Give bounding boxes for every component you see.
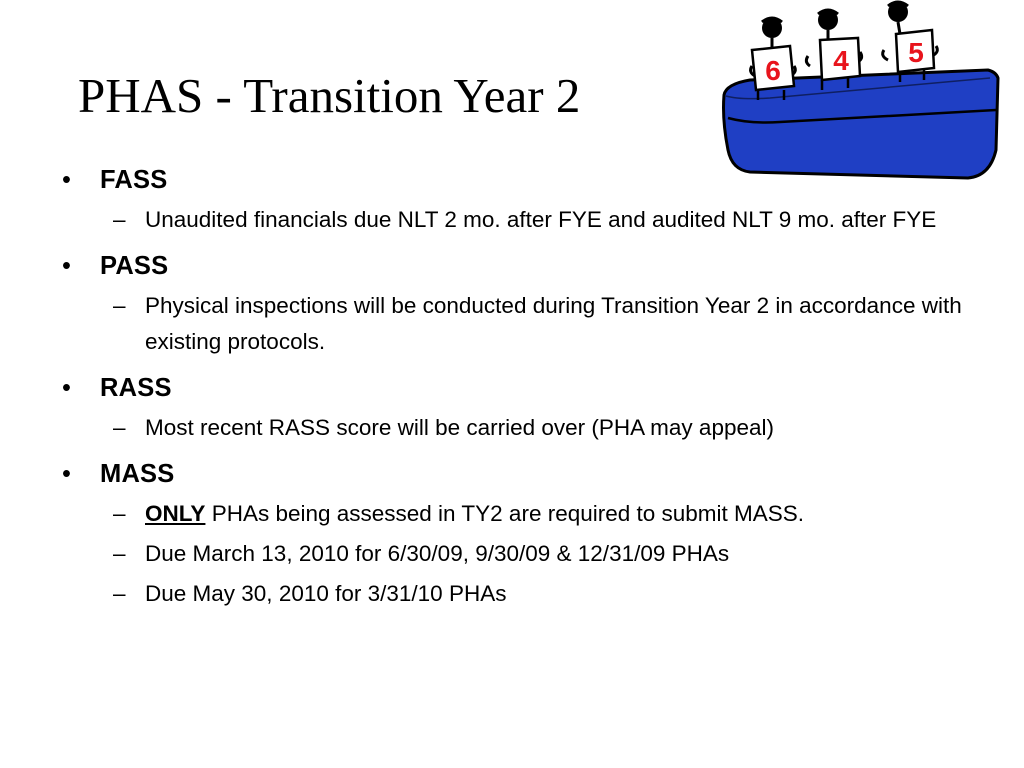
detail-text: Due March 13, 2010 for 6/30/09, 9/30/09 & 12/31/09 PHAs xyxy=(145,541,730,566)
detail-item xyxy=(60,288,980,360)
judge-1 xyxy=(751,18,796,100)
topic-item xyxy=(60,248,980,284)
topic-item xyxy=(60,370,980,406)
detail-item xyxy=(60,536,980,572)
bullet-icon: • xyxy=(62,166,71,194)
topic-label: RASS xyxy=(100,374,172,402)
judges-scorecards-icon xyxy=(710,0,1010,185)
dash-icon: – xyxy=(113,541,126,566)
detail-item xyxy=(60,576,980,612)
detail-text: Physical inspections will be conducted during Transition Year 2 in accordance with existing protocols. xyxy=(145,293,962,354)
emphasis-text: ONLY xyxy=(145,501,206,526)
scorecard-3: 5 xyxy=(908,37,924,68)
dash-icon: – xyxy=(113,207,126,232)
detail-item xyxy=(60,202,980,238)
dash-icon: – xyxy=(113,581,126,606)
judge-3 xyxy=(883,2,938,82)
detail-item xyxy=(60,496,980,532)
bullet-icon: • xyxy=(62,374,71,402)
slide-title: PHAS - Transition Year 2 xyxy=(78,68,581,123)
topic-item xyxy=(60,456,980,492)
topic-label: PASS xyxy=(100,252,169,280)
detail-text: Due May 30, 2010 for 3/31/10 PHAs xyxy=(145,581,507,606)
bullet-icon: • xyxy=(62,252,71,280)
topic-label: MASS xyxy=(100,460,175,488)
scorecard-1: 6 xyxy=(765,55,781,86)
dash-icon: – xyxy=(113,415,126,440)
detail-text: Most recent RASS score will be carried over (PHA may appeal) xyxy=(145,415,774,440)
detail-text: PHAs being assessed in TY2 are required to submit MASS. xyxy=(205,501,805,526)
bullet-icon: • xyxy=(62,460,71,488)
topic-label: FASS xyxy=(100,166,168,194)
dash-icon: – xyxy=(113,501,126,526)
detail-item xyxy=(60,410,980,446)
dash-icon: – xyxy=(113,293,126,318)
topic-item xyxy=(60,162,980,198)
bullet-list xyxy=(60,162,980,612)
scorecard-2: 4 xyxy=(833,45,849,76)
detail-text: Unaudited financials due NLT 2 mo. after FYE and audited NLT 9 mo. after FYE xyxy=(145,207,937,232)
